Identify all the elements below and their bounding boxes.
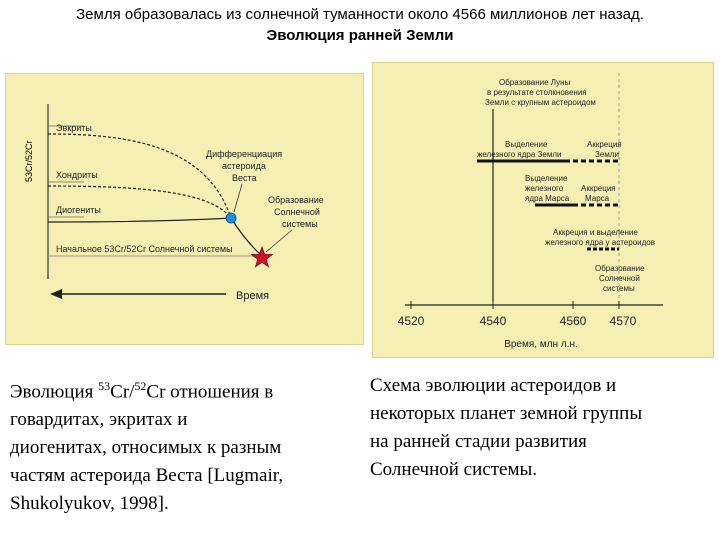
solar-label-2: Солнечной xyxy=(274,207,320,217)
earth-core-label-1: Выделение xyxy=(505,140,548,149)
left-caption-line-4: частям астероида Веста [Lugmair, xyxy=(10,465,284,487)
tick-label-4520: 4520 xyxy=(397,314,425,328)
tick-label-4540: 4540 xyxy=(479,314,507,328)
mars-accretion-label-2: Марса xyxy=(585,194,610,203)
header-title: Эволюция ранней Земли xyxy=(266,27,454,44)
solar-label-3: системы xyxy=(282,219,318,229)
solar-label-1: Образование xyxy=(268,195,324,205)
left-caption-line-1 xyxy=(10,372,283,406)
right-caption-line-4: Солнечной системы. xyxy=(370,459,537,480)
right-caption xyxy=(370,372,642,484)
tick-label-4560: 4560 xyxy=(559,314,587,328)
vesta-pointer xyxy=(234,184,242,212)
chondrites-label: Хондриты xyxy=(56,170,98,180)
vesta-label-3: Веста xyxy=(232,173,257,183)
mars-core-label-2: железного xyxy=(525,184,564,193)
earth-core-label-2: железного ядра Земли xyxy=(477,150,562,159)
tick-label-4570: 4570 xyxy=(609,314,637,328)
solar-formation-label-3: системы xyxy=(603,284,635,293)
eucrites-label: Эвкриты xyxy=(56,123,92,133)
solar-formation-label-2: Солнечной xyxy=(599,274,640,283)
solar-system-star-marker xyxy=(252,247,273,267)
caption-text: Cr/ xyxy=(110,381,135,403)
time-arrowhead xyxy=(50,289,62,299)
y-axis-label: 53Cr/52Cr xyxy=(24,140,34,182)
cr-ratio-figure xyxy=(5,73,364,345)
time-label: Время xyxy=(236,290,270,302)
main-curve xyxy=(231,218,262,256)
mars-core-label-1: Выделение xyxy=(525,174,568,183)
caption-text: Эволюция xyxy=(10,381,99,403)
evolution-timeline-figure xyxy=(372,62,714,358)
caption-superscript: 53 xyxy=(98,379,111,393)
vesta-label-1: Дифференциация xyxy=(206,149,283,159)
left-caption-line-3: диогенитах, относимых к разным xyxy=(10,437,282,459)
asteroid-label-2: железного ядра у астероидов xyxy=(545,238,655,247)
caption-superscript: 52 xyxy=(134,379,147,393)
earth-accretion-label-1: Аккреция xyxy=(587,140,622,149)
right-caption-line-1: Схема эволюции астероидов и xyxy=(370,375,617,396)
right-caption-line-2: некоторых планет земной группы xyxy=(370,403,643,424)
asteroid-label-1: Аккреция и выделение xyxy=(553,228,638,237)
initial-ratio-label: Начальное 53Cr/52Cr Солнечной системы xyxy=(56,244,233,254)
evolution-timeline-diagram xyxy=(373,63,713,357)
caption-text: Cr отношения в xyxy=(146,381,274,403)
moon-label-2: в результате столкновения xyxy=(487,88,587,97)
vesta-marker xyxy=(226,213,236,223)
moon-label-1: Образование Луны xyxy=(499,78,571,87)
earth-accretion-label-2: Земли xyxy=(595,150,619,159)
solar-formation-label-1: Образование xyxy=(595,264,645,273)
mars-accretion-label-1: Аккреция xyxy=(581,184,616,193)
diogenites-label: Диогениты xyxy=(56,205,101,215)
left-caption-line-2: говардитах, экритах и xyxy=(10,409,188,431)
left-caption-line-5: Shukolyukov, 1998]. xyxy=(10,493,169,515)
time-axis-label: Время, млн л.н. xyxy=(504,339,578,350)
mars-core-label-3: ядра Марса xyxy=(525,194,570,203)
vesta-label-2: астероида xyxy=(222,161,266,171)
diogenite-curve xyxy=(48,218,231,222)
right-caption-line-3: на ранней стадии развития xyxy=(370,431,587,452)
header-line-1: Земля образовалась из солнечной туманности около 4566 миллионов лет назад. xyxy=(76,6,644,23)
moon-label-3: Земли с крупным астероидом xyxy=(485,98,596,107)
cr-ratio-diagram xyxy=(6,74,363,344)
left-caption xyxy=(10,372,283,518)
solar-pointer xyxy=(266,230,292,252)
